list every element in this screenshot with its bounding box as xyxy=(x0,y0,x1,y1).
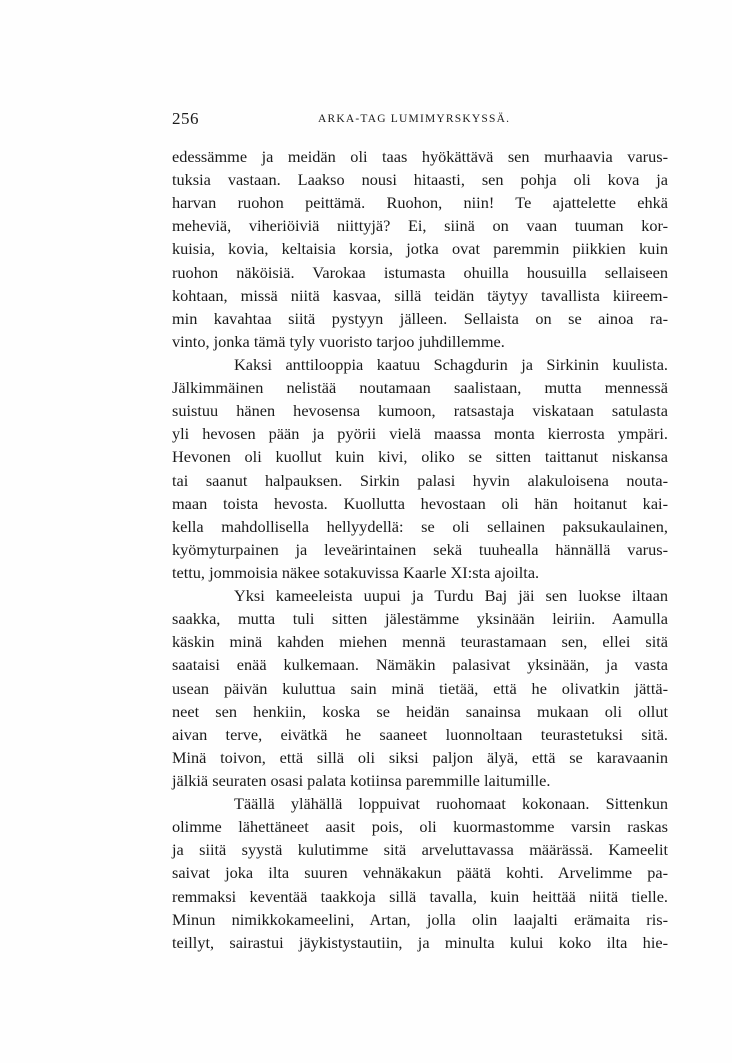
text-line: Minä toivon, että sillä oli siksi paljon älyä, että se karavaanin xyxy=(172,747,668,767)
text-line: ruohon näköisiä. Varokaa istumasta ohuilla housuilla sellaiseen xyxy=(172,262,668,282)
text-line: saataisi enää kulkemaan. Nämäkin palasivat yksinään, ja vasta xyxy=(172,655,668,675)
text-line: yli hevosen pään ja pyörii vielä maassa monta kierrosta ympäri. xyxy=(172,424,668,444)
text-line: ja siitä syystä kulutimme sitä arveluttavassa määrässä. Kameelit xyxy=(172,840,668,860)
text-line: käskin minä kahden miehen mennä teurastamaan sen, ellei sitä xyxy=(172,632,668,652)
text-line: Hevonen oli kuollut kuin kivi, oliko se sitten taittanut niskansa xyxy=(172,447,668,467)
text-line: Kaksi anttilooppia kaatuu Schagdurin ja Sirkinin kuulista. xyxy=(234,354,668,374)
text-line: aivan terve, eivätkä he saaneet luonnoltaan teurastetuksi sitä. xyxy=(172,724,668,744)
text-line: jälkiä seuraten osasi palata kotiinsa paremmille laitumille. xyxy=(172,770,551,790)
text-line: Täällä ylähällä loppuivat ruohomaat kokonaan. Sittenkun xyxy=(234,794,668,814)
text-line: maan toista hevosta. Kuollutta hevostaan oli hän hoitanut kai- xyxy=(172,493,668,513)
text-line: tai saanut halpauksen. Sirkin palasi hyvin alakuloisena nouta- xyxy=(172,470,668,490)
text-line: saakka, mutta tuli sitten jälestämme yksinään leiriin. Aamulla xyxy=(172,609,668,629)
text-line: remmaksi keventää taakkoja sillä tavalla, kuin heittää niitä tielle. xyxy=(172,886,668,906)
paragraph xyxy=(172,792,668,954)
text-line: tettu, jommoisia näkee sotakuvissa Kaarle XI:sta ajoilta. xyxy=(172,562,540,582)
text-line: kyömyturpainen ja leveärintainen sekä tuuhealla hännällä varus- xyxy=(172,539,668,559)
text-line: Jälkimmäinen nelistää noutamaan saalistaan, mutta mennessä xyxy=(172,378,668,398)
running-title: ARKA-TAG LUMIMYRSKYSSÄ. xyxy=(318,113,511,125)
page-number: 256 xyxy=(172,109,199,128)
text-line: meheviä, viheriöiviä niittyjä? Ei, siinä on vaan tuuman kor- xyxy=(172,216,668,236)
running-head xyxy=(172,109,668,133)
body-text xyxy=(172,145,668,954)
text-line: vinto, jonka tämä tyly vuoristo tarjoo juhdillemme. xyxy=(172,331,505,351)
text-line: Yksi kameeleista uupui ja Turdu Baj jäi sen luokse iltaan xyxy=(234,586,668,606)
text-line: kuisia, kovia, keltaisia korsia, jotka ovat paremmin piikkien kuin xyxy=(172,239,668,259)
text-line: usean päivän kuluttua sain minä tietää, että he olivatkin jättä- xyxy=(172,678,668,698)
text-line: teillyt, sairastui jäykistystautiin, ja minulta kului koko ilta hie- xyxy=(172,932,668,952)
text-line: suistuu hänen hevosensa kumoon, ratsastaja viskataan satulasta xyxy=(172,401,668,421)
text-line: harvan ruohon peittämä. Ruohon, niin! Te ajattelette ehkä xyxy=(172,193,668,213)
text-line: min kavahtaa siitä pystyyn jälleen. Sellaista on se ainoa ra- xyxy=(172,308,668,328)
paragraph xyxy=(172,353,668,584)
paragraph xyxy=(172,145,668,353)
text-line: olimme lähettäneet aasit pois, oli kuormastomme varsin raskas xyxy=(172,817,668,837)
text-line: neet sen henkiin, koska se heidän sanainsa mukaan oli ollut xyxy=(172,701,668,721)
text-line: Minun nimikkokameelini, Artan, jolla olin laajalti erämaita ris- xyxy=(172,909,668,929)
text-line: edessämme ja meidän oli taas hyökättävä sen murhaavia varus- xyxy=(172,147,668,166)
text-line: tuksia vastaan. Laakso nousi hitaasti, sen pohja oli kova ja xyxy=(172,170,668,190)
text-line: saivat joka ilta suuren vehnäkakun päätä kohti. Arvelimme pa- xyxy=(172,863,668,883)
text-line: kella mahdollisella hellyydellä: se oli sellainen paksukaulainen, xyxy=(172,516,668,536)
text-line: kohtaan, missä niitä kasvaa, sillä teidän täytyy tavallista kiireem- xyxy=(172,285,668,305)
paragraph xyxy=(172,584,668,792)
